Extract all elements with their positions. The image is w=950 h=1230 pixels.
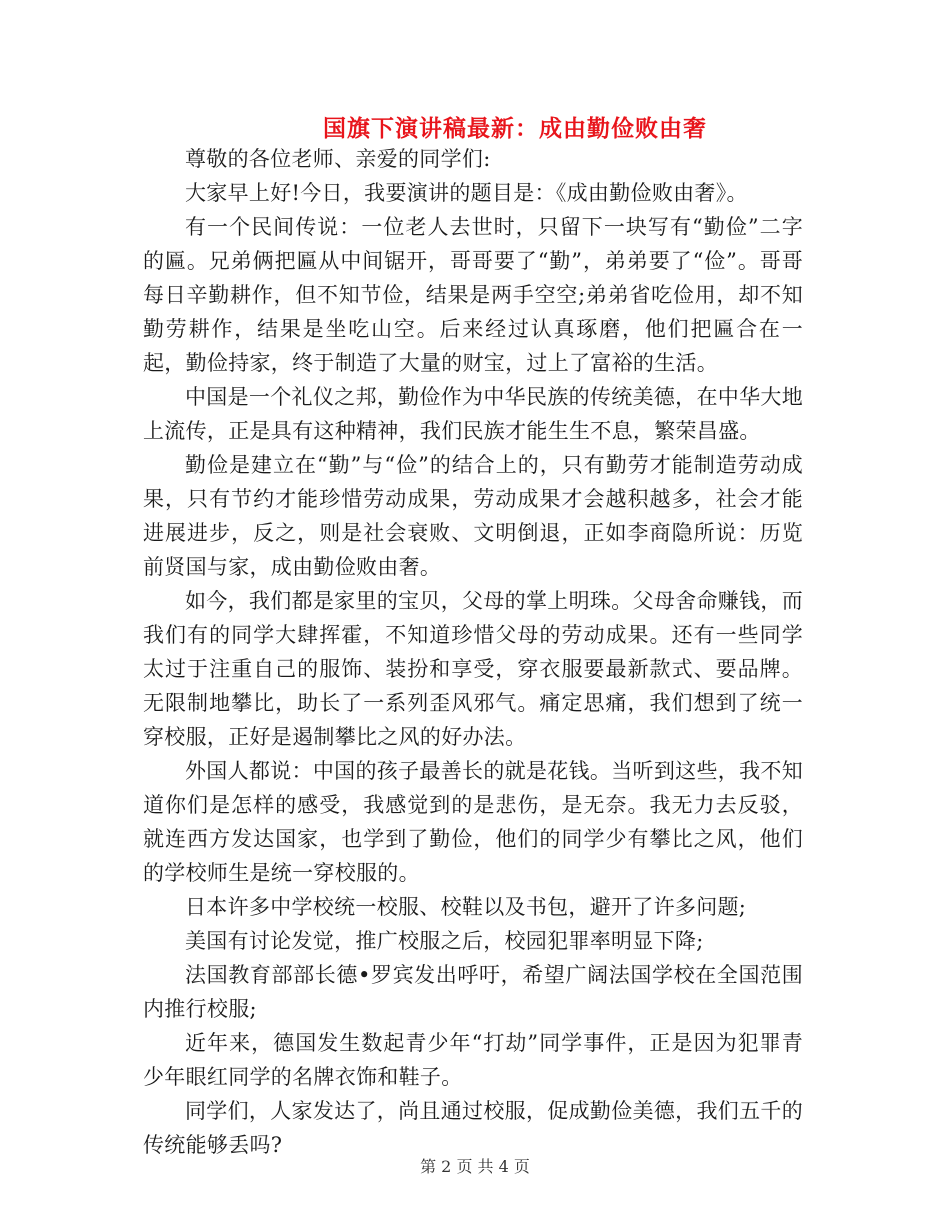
paragraph-germany: 近年来，德国发生数起青少年“打劫”同学事件，正是因为犯罪青少年眼红同学的名牌衣饰和鞋子。 [143,1031,803,1089]
paragraph-diligence-thrift: 勤俭是建立在“勤”与“俭”的结合上的，只有勤劳才能制造劳动成果，只有节约才能珍惜劳动成果，劳动成果才会越积越多，社会才能进展进步，反之，则是社会衰败、文明倒退，正如李商隐所说：历览前贤国与家，成由勤俭败由奢。 [143,453,803,579]
page-number: 第 2 页 共 4 页 [420,1157,530,1176]
document-body [143,142,803,1162]
paragraph-closing-question: 同学们，人家发达了，尚且通过校服，促成勤俭美德，我们五千的传统能够丢吗? [143,1099,803,1157]
document-title: 国旗下演讲稿最新：成由勤俭败由奢 [323,115,707,142]
paragraph-japan: 日本许多中学校统一校服、校鞋以及书包，避开了许多问题; [185,895,747,919]
paragraph-france: 法国教育部部长德•罗宾发出呼吁，希望广阔法国学校在全国范围内推行校服; [143,963,803,1021]
paragraph-today: 如今，我们都是家里的宝贝，父母的掌上明珠。父母舍命赚钱，而我们有的同学大肆挥霍，不知道珍惜父母的劳动成果。还有一些同学太过于注重自己的服饰、装扮和享受，穿衣服要最新款式、要品牌。无限制地攀比，助长了一系列歪风邪气。痛定思痛，我们想到了统一穿校服，正好是遏制攀比之风的好办法。 [143,589,803,749]
paragraph-foreigners: 外国人都说：中国的孩子最善长的就是花钱。当听到这些，我不知道你们是怎样的感受，我感觉到的是悲伤，是无奈。我无力去反驳，就连西方发达国家，也学到了勤俭，他们的同学少有攀比之风，他们的学校师生是统一穿校服的。 [143,759,803,885]
paragraph-topic: 大家早上好!今日，我要演讲的题目是：《成由勤俭败由奢》。 [185,181,748,205]
paragraph-usa: 美国有讨论发觉，推广校服之后，校园犯罪率明显下降; [185,929,704,953]
paragraph-china-tradition: 中国是一个礼仪之邦，勤俭作为中华民族的传统美德，在中华大地上流传，正是具有这种精神，我们民族才能生生不息，繁荣昌盛。 [143,385,803,443]
paragraph-greeting: 尊敬的各位老师、亲爱的同学们: [185,147,491,171]
paragraph-legend: 有一个民间传说：一位老人去世时，只留下一块写有“勤俭”二字的匾。兄弟俩把匾从中间锯开，哥哥要了“勤”，弟弟要了“俭”。哥哥每日辛勤耕作，但不知节俭，结果是两手空空;弟弟省吃俭用，却不知勤劳耕作，结果是坐吃山空。后来经过认真琢磨，他们把匾合在一起，勤俭持家，终于制造了大量的财宝，过上了富裕的生活。 [143,215,803,375]
